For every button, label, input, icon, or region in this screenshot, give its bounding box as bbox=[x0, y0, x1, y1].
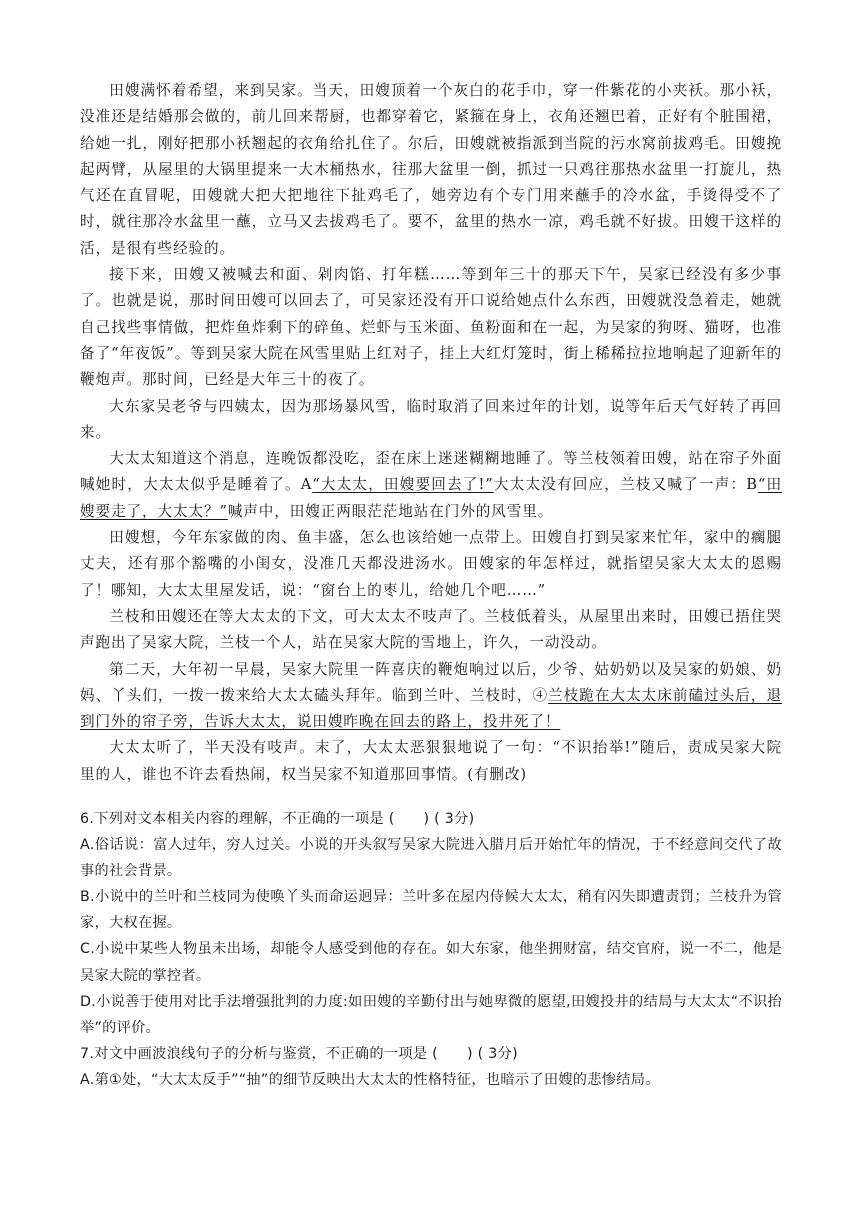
story-paragraph-1: 田嫂满怀着希望，来到吴家。当天，田嫂顶着一个灰白的花手巾，穿一件紫花的小夹袄。那小袄，没准还是结婚那会做的，前儿回来帮厨，也都穿着它，紧箍在身上，衣角还翘巴着，正好有个脏围裙，给她一扎，刚好把那小袄翘起的衣角给扎住了。尔后，田嫂就被指派到当院的污水窝前拔鸡毛。田嫂挽起两臂，从屋里的大锅里提来一大木桶热水，往那大盆里一倒，抓过一只鸡往那热水盆里一打旋儿，热气还在直冒呢，田嫂就大把大把地往下扯鸡毛了，她旁边有个专门用来蘸手的冷水盆，手烫得受不了时，就往那冷水盆里一蘸，立马又去拔鸡毛了。要不，盆里的热水一凉，鸡毛就不好拔。田嫂干这样的活，是很有些经验的。 bbox=[80, 82, 782, 257]
question-7-option-a: A.第①处，“大太太反手”“抽”的细节反映出大太太的性格特征，也暗示了田嫂的悲惨结局。 bbox=[80, 1071, 660, 1088]
questions-section bbox=[80, 806, 782, 1093]
underlined-sentence-4: 兰枝跪在大太太床前磕过头后，退到门外的帘子旁，告诉大太太，说田嫂昨晚在回去的路上，投井死了！ bbox=[80, 686, 782, 731]
underlined-sentence-a: “大太太，田嫂要回去了!” bbox=[312, 476, 494, 494]
question-6-option-a: A.俗话说：富人过年，穷人过关。小说的开头叙写吴家大院进入腊月后开始忙年的情况，于不经意间交代了故事的社会背景。 bbox=[80, 837, 782, 880]
story-paragraph-5: 田嫂想，今年东家做的肉、鱼丰盛，怎么也该给她一点带上。田嫂自打到吴家来忙年，家中的瘸腿丈夫，还有那个豁嘴的小闺女，没准几天都没进汤水。田嫂家的年怎样过，就指望吴家大太太的恩赐了！哪知，大太太里屋发话，说：“窗台上的枣儿，给她几个吧……” bbox=[80, 529, 782, 599]
underlined-sentence-b: “田嫂要走了，大太太？” bbox=[80, 476, 782, 520]
paragraph-7-text: 第二天，大年初一早晨，吴家大院里一阵喜庆的鞭炮响过以后，少爷、姑奶奶以及吴家的奶娘、奶妈、丫头们，一拨一拨来给大太太磕头拜年。临到兰叶、兰枝时，④ bbox=[80, 660, 782, 704]
paragraph-4-text-b: 大太太没有回应，兰枝又喊了一声：B bbox=[493, 476, 758, 494]
story-paragraph-4 bbox=[80, 446, 782, 525]
question-6-option-b: B.小说中的兰叶和兰枝同为使唤丫头而命运迥异：兰叶多在屋内侍候大太太，稍有闪失即遭责罚；兰枝升为管家，大权在握。 bbox=[80, 889, 782, 932]
question-6-option-c: C.小说中某些人物虽未出场，却能令人感受到他的存在。如大东家，他坐拥财富，结交官府，说一不二，他是吴家大院的掌控者。 bbox=[80, 941, 782, 984]
paragraph-4-text-a: 大太太知道这个消息，连晚饭都没吃，歪在床上迷迷糊糊地睡了。等兰枝领着田嫂，站在帘子外面喊她时，大太太似乎是睡着了。A bbox=[80, 450, 782, 494]
question-6-stem: 6.下列对文本相关内容的理解，不正确的一项是 ( ) ( 3分) bbox=[80, 811, 475, 827]
story-paragraph-2: 接下来，田嫂又被喊去和面、剁肉馅、打年糕……等到年三十的那天下午，吴家已经没有多少事了。也就是说，那时间田嫂可以回去了，可吴家还没有开口说给她点什么东西，田嫂就没急着走，她就自己找些事情做，把炸鱼炸剩下的碎鱼、烂虾与玉米面、鱼粉面和在一起，为吴家的狗呀、猫呀，也准备了“年夜饭”。等到吴家大院在风雪里贴上红对子，挂上大红灯笼时，街上稀稀拉拉地响起了迎新年的鞭炮声。那时间，已经是大年三十的夜了。 bbox=[80, 266, 782, 389]
story-passage bbox=[80, 78, 782, 788]
story-paragraph-3: 大东家吴老爷与四姨太，因为那场暴风雪，临时取消了回来过年的计划，说等年后天气好转了再回来。 bbox=[80, 397, 782, 441]
paragraph-4-text-c: 喊声中，田嫂正两眼茫茫地站在门外的风雪里。 bbox=[227, 502, 554, 520]
story-paragraph-7 bbox=[80, 657, 782, 736]
question-7-stem: 7.对文中画波浪线句子的分析与鉴赏，不正确的一项是 ( ) ( 3分) bbox=[80, 1045, 518, 1062]
story-paragraph-8: 大太太听了，半天没有吱声。末了，大太太恶狠狠地说了一句：“不识抬举!”随后，责成吴家大院里的人，谁也不许去看热闹，权当吴家不知道那回事情。(有删改) bbox=[80, 739, 782, 783]
story-paragraph-6: 兰枝和田嫂还在等大太太的下文，可大太太不吱声了。兰枝低着头，从屋里出来时，田嫂已捂住哭声跑出了吴家大院，兰枝一个人，站在吴家大院的雪地上，许久，一动没动。 bbox=[80, 607, 782, 652]
question-6-option-d: D.小说善于使用对比手法增强批判的力度:如田嫂的辛勤付出与她卑微的愿望,田嫂投井的结局与大太太“不识抬举”的评价。 bbox=[80, 993, 782, 1036]
